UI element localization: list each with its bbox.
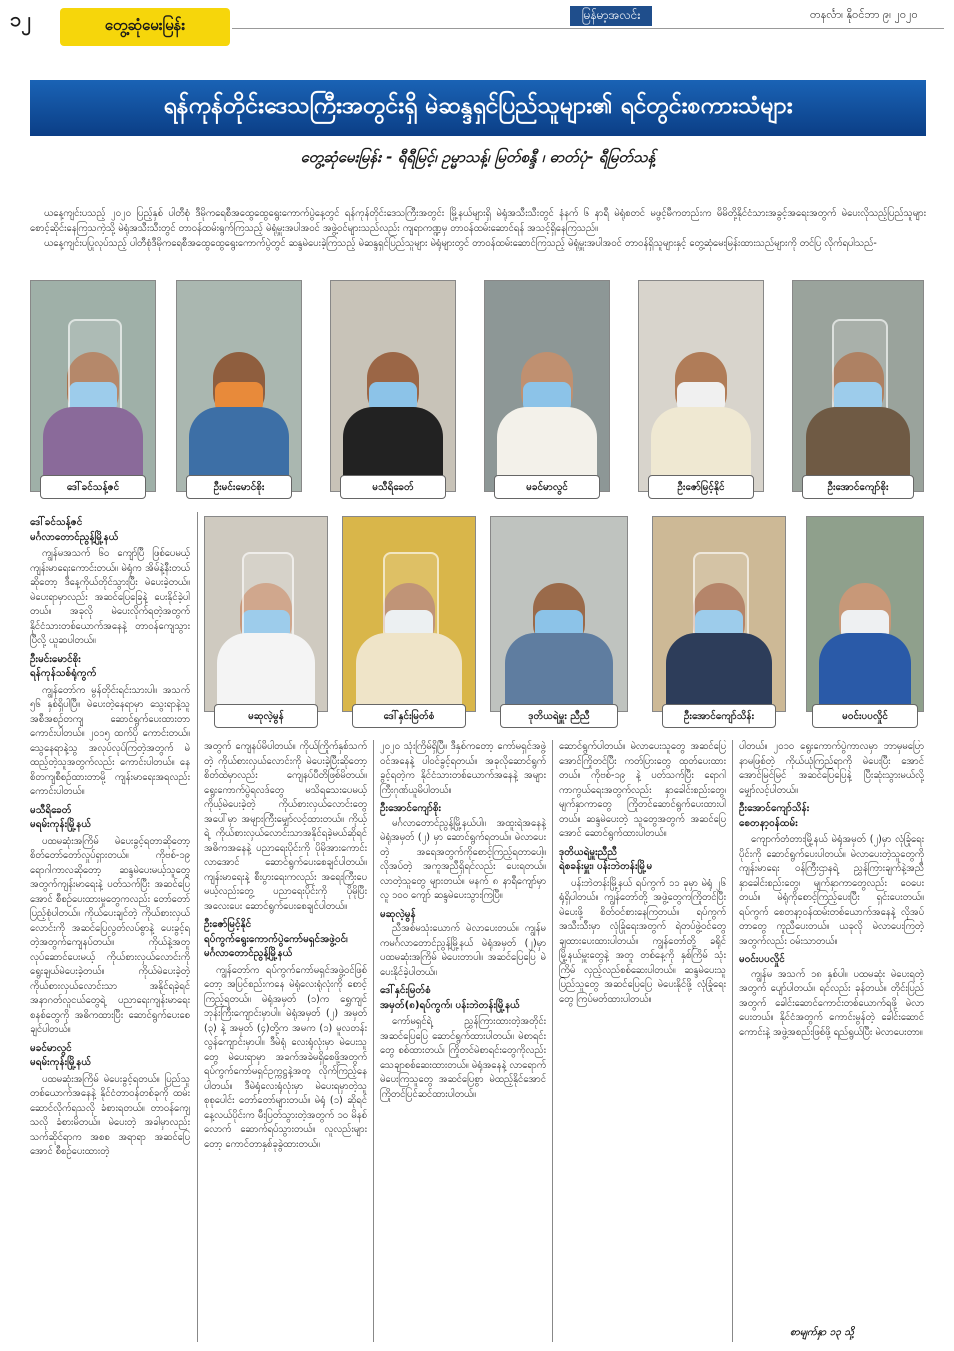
photo-caption: မခင်မာလွင်: [494, 475, 600, 499]
photo-caption: ဦးအောင်ကျော်စိုး: [802, 475, 914, 499]
interviewee-location: အမှတ်(၈)ရပ်ကွက်၊ ပန်းဘဲတန်းမြို့နယ်: [380, 999, 520, 1011]
quote-paragraph: ကော်မရှင်ရဲ့ ညွှန်ကြားထားတဲ့အတိုင်း အဆင်ပြေပြေ ဆောင်ရွက်ထားပါတယ်။ မဲစာရင်းတွေ စစ်ထားတယ်၊ ကြိုတင်မဲစာရင်းတွေကိုလည်း သေချာစစ်ဆေးထားတယ်။ မဲရုံအနေနဲ့ လာရောက်မဲပေးကြသူတွေ အဆင်ပြေစွာ မဲထည့်နိုင်အောင် ကြိုတင်ပြင်ဆင်ထားပါတယ်။: [380, 1016, 546, 1100]
photo: [638, 280, 764, 492]
photo: [490, 516, 628, 712]
intro: [30, 206, 926, 251]
photo-caption: ဦးမင်းမောင်စိုး: [186, 475, 292, 499]
column-rule: [552, 740, 553, 1342]
interviewee-name: မဝင်းပပလှိုင်: [739, 954, 785, 965]
photo-body: [505, 633, 614, 711]
quote-paragraph: ဆောင်ရွက်ပါတယ်။ မဲလာပေးသူတွေ အဆင်ပြေအောင်ကြိုတင်ပြီး ကတ်ပြားတွေ ထုတ်ပေးထားတယ်။ ကိုဗစ်-၁၉ နဲ့ ပတ်သက်ပြီး ရောဂါကာကွယ်ရေးအတွက်လည်း နှာခေါင်းစည်းတွေ၊ မျက်နှာကာတွေ ကြိုတင်ဆောင်ရွက်ပေးထားပါတယ်။ ဆန္ဒမဲပေးတဲ့ သူတွေအတွက် အဆင်ပြေအောင် ဆောင်ရွက်ထားပါတယ်။: [559, 741, 726, 839]
text-column-1: [30, 512, 190, 1342]
article-title: ရန်ကုန်တိုင်းဒေသကြီးအတွင်းရှိ မဲဆန္ဒရှင်ပြည်သူများ၏ ရင်တွင်းစကားသံများ: [30, 80, 926, 136]
text-column-5: [739, 740, 924, 1320]
quote-paragraph: ကျွန်တော်က ရပ်ကွက်ကော်မရှင်အဖွဲ့ဝင်ဖြစ်တော့ အပြင်စည်းကနေ မဲရုံလေးရုံလုံးကို စောင့်ကြည့်ရတယ်။ မဲရုံအမှတ် (၁)က ရွှေကျင်ဘုန်းကြီးကျောင်းမှာပါ။ မဲရုံအမှတ် (၂) အမှတ် (၃) နဲ့ အမှတ် (၄)တို့က အမက (၁) မူလတန်းလွန်ကျောင်းမှာပါ။ ဒီမဲရုံ လေးရုံလုံးမှာ မဲပေးသူတွေ မဲပေးရာမှာ အခက်အခဲမရှိစေဖို့အတွက် ရပ်ကွက်ကော်မရှင်ဥက္ကဋ္ဌနဲ့အတူ လိုက်ကြည့်နေပါတယ်။ ဒီမဲရုံလေးရုံလုံးမှာ မဲပေးရမှာတဲ့သူစုစုပေါင်း တော်တော်များတယ်။ မဲရုံ (၁) ဆိုရင် နေ့လယ်ပိုင်းက မီးပြတ်သွားတဲ့အတွက် ၁၀ မိနစ်လောက် ဆောက်ရပ်သွားတယ်။ လူလည်းများတော့ ကောင်တာနှစ်ခုခွဲထားတယ်။: [204, 964, 367, 1150]
column-rule: [732, 740, 733, 1342]
byline: တွေ့ဆုံမေးမြန်း - ရီရီမြင့်၊ ဥမ္မာသန့်၊ မြတ်စန္ဒီ ၊ ဓာတ်ပုံ- ရီမြတ်သန့်: [300, 148, 656, 166]
interviewee-name: မသီရိခေတ်: [30, 804, 72, 816]
text-column-3: [380, 740, 546, 1342]
interviewee-location: ရန်ကုန်သစ်ရုံကွက်: [30, 668, 97, 679]
quote-paragraph: ကျွန်မ အသက် ၁၈ နှစ်ပါ။ ပထမဆုံး မဲပေးရတဲ့အတွက် ပျော်ပါတယ်။ ရင်လည်း ခုန်တယ်။ တိုင်းပြည်အတွက် ခေါင်းဆောင်ကောင်းတစ်ယောက်ရဖို့ မဲလာပေးတယ်။ နိုင်ငံအတွက် ကောင်းမွန်တဲ့ ခေါင်းဆောင်ကောင်းနဲ့ အဖွဲ့အစည်းဖြစ်ဖို့ ရည်ရွယ်ပြီး မဲလာပေးတာ။: [739, 968, 924, 1038]
interviewee-name: မခင်မာလွင်: [30, 1042, 72, 1054]
interviewee-location: ရပ်ကွက်ရွေးကောက်ပွဲကော်မရှင်အဖွဲ့ဝင်၊ မင်္ဂလာတောင်ညွန့်မြို့နယ်: [204, 933, 348, 959]
text-column-2: [204, 740, 367, 1342]
photo: [204, 516, 328, 712]
quote-paragraph: ပထမဆုံးအကြိမ် မဲပေးခွင့်ရတာဆိုတော့ စိတ်တော်တော်လှုပ်ရှားတယ်။ ကိုဗစ်-၁၉ ရောဂါကာလဆိုတော့ ဆန္ဒမဲပေးမယ့်သူတွေအတွက်ကျန်းမာရေးနဲ့ ပတ်သက်ပြီး အဆင်ပြေအောင် စီစဉ်ပေးထားမှုတွေကလည်း တော်တော်ပြည့်စုံပါတယ်။ ကိုယ်ပေးချင်တဲ့ ကိုယ်စားလှယ်လောင်းကို အဆင်ပြေလွတ်လပ်စွာနဲ့ ပေးခွင့်ရတဲ့အတွက်ကျေနပ်တယ်။ ကိုယ်နဲ့အတူလုပ်ဆောင်ပေးမယ့် ကိုယ်စားလှယ်လောင်းကို ရွေးချယ်မဲပေးခဲ့တယ်။ ကိုယ်မဲပေးခဲ့တဲ့ ကိုယ်စားလှယ်လောင်းသာ အနိုင်ရခဲ့ရင် အနာဂတ်လူငယ်တွေရဲ့ ပညာရေးကျန်းမာရေးစနစ်တွေကို အဓိကထားပြီး ဆောင်ရွက်ပေးစေချင်ပါတယ်။: [30, 835, 190, 1035]
paper-name-badge: မြန်မာ့အလင်း: [570, 6, 652, 26]
photo-caption: ဒုတိယရဲမှူး ညီညီ: [500, 704, 618, 728]
quote-paragraph: ၂၀၂၀ သုံးကြိမ်ရှိပြီ။ ဒီနှစ်ကတော့ ကော်မရှင်အဖွဲ့ဝင်အနေနဲ့ ပါဝင်ခွင့်ရတယ်။ အခုလိုဆောင်ရွက်ခွင့်ရတဲ့က နိုင်ငံသားတစ်ယောက်အနေနဲ့ အများကြီးဂုဏ်ယူမိပါတယ်။: [380, 741, 546, 796]
quote-paragraph: မင်္ဂလာတောင်ညွန့်မြို့နယ်ပါ။ အထူးရဲအနေနဲ့ မဲရုံအမှတ် (၂) မှာ ဆောင်ရွက်ရတယ်။ မဲလာပေးတဲ့ အရေအတွက်ကိုစောင့်ကြည့်ရတာပေါ့။ လိုအပ်တဲ့ အကူအညီရှိရင်လည်း ပေးရတယ်။ လာတဲ့သူတွေ များတယ်။ မနက် ၈ နာရီကျော်မှာ လူ ၁၀၀ ကျော် ဆန္ဒမဲပေးသွားကြပြီ။: [380, 817, 546, 901]
photo-caption: မဆုလဲ့မွန်: [214, 704, 318, 728]
photo: [792, 280, 924, 492]
interviewee-location: စေတနာ့ဝန်ထမ်း: [739, 817, 798, 829]
header-rule: [232, 28, 944, 29]
interviewee-name: မဆုလဲ့မွန်: [380, 908, 416, 920]
photo-caption: ဒေါ်နှင်းမြတ်စံ: [352, 704, 466, 728]
photo-body: [819, 633, 912, 711]
quote-paragraph: ပါတယ်။ ၂၀၁၀ ရွေးကောက်ပွဲကာလမှာ ဘာမှမပြောနာမဖြစ်တဲ့ ကိုယ်ယုံကြည်ရာကို မဲပေးပြီး အောင်အောင်မြင်မြင် အဆင်ပြေပြေနဲ့ ပြီးဆုံးသွားမယ်လို့ မျှော်လင့်ပါတယ်။: [739, 741, 924, 796]
photo-caption: မဝင်းပပလှိုင်: [812, 704, 918, 728]
photo: [176, 280, 302, 492]
photo: [342, 516, 476, 712]
page-header: [0, 0, 954, 52]
quote-paragraph: ကျွန်တော်က မွန်တိုင်းရင်းသားပါ။ အသက် ၅၆ နှစ်ရှိပါပြီ။ မဲပေးတဲ့နေရာမှာ သွေးရာနဲ့သူ အစီအစဉ်တကျ ဆောင်ရွက်ပေးထားတာ ကောင်းပါတယ်။ ၂၀၁၅ ထက်ပို ကောင်းတယ်။ သွေနေရာနဲ့သွ အလုပ်လုပ်ကြတဲ့အတွက် မဲထည့်တဲ့သူအတွက်လည်း ကောင်းပါတယ်။ နေစိတကျစီစဉ်ထားတာမို့ ကျန်းမာရေးအရလည်း ကောင်းပါတယ်။: [30, 684, 190, 797]
photo-caption: ဒေါ်ခင်သန့်ဇင်: [40, 475, 146, 499]
interviewee-location: ရဲစခန်းမှူး၊ ပန်းဘဲတန်းမြို့မ: [559, 861, 653, 872]
text-column-4: [559, 740, 726, 1342]
photo-body: [666, 633, 772, 711]
photo-caption: ဦးအောင်ကျော်သိန်း: [662, 704, 776, 728]
quote-paragraph: ပထမဆုံးအကြိမ် မဲပေးခွင့်ရတယ်။ ပြည်သူတစ်ယောက်အနေနဲ့ နိုင်ငံတာဝန်တစ်ခုကို ထမ်းဆောင်လိုက်ရသလို ခံစားရတယ်။ တာဝန်ကျေသလို ခံစားမိတယ်။ မဲပေးတဲ့ အခါမှာလည်း သက်ဆိုင်ရာက အစစ အရာရာ အဆင်ပြေအောင် စီစဉ်ပေးထားတဲ့: [30, 1073, 190, 1157]
photo: [652, 516, 786, 712]
column-rule: [373, 740, 374, 1342]
interviewee-location: မရမ်းကုန်းမြို့နယ်: [30, 1057, 92, 1068]
interviewee-name: ဒုတိယရဲမှူးညီညီ: [559, 846, 617, 858]
interviewee-location: မရမ်းကုန်းမြို့နယ်: [30, 819, 92, 830]
photo: [806, 516, 924, 712]
photo: [30, 280, 156, 492]
quote-paragraph: ပန်းဘဲတန်းမြို့နယ် ရပ်ကွက် ၁၁ ခုမှာ မဲရုံ ၂၆ ရုံရှိပါတယ်။ ကျွန်တော်တို့ အဖွဲ့တွေကကြိုတင်ပြီး မဲပေးဖို့ စိတ်ဝင်စားနေကြတယ်။ ရပ်ကွက်အသီးသီးမှာ လုံခြုံရေးအတွက် ရဲတပ်ဖွဲ့ဝင်တွေချထားပေးထားပါတယ်။ ကျွန်တော်တို့ ခရိုင်မြို့နယ်မှူးတွေနဲ့ အတူ တစ်နေ့ကို နှစ်ကြိမ် သုံးကြိမ် လှည့်လည်စစ်ဆေးပါတယ်။ ဆန္ဒမဲပေးသူ ပြည်သူတွေ အဆင်ပြေပြေ မဲပေးနိုင်ဖို့ လုံခြုံရေးတွေ ကြပ်မတ်ထားပါတယ်။: [559, 877, 726, 1005]
photo-caption: ဦးဇော်မြင့်နိုင်: [648, 475, 754, 499]
quote-paragraph: ညီအစ်မသုံးယောက် မဲလာပေးတယ်။ ကျွန်မကမင်္ဂလာတောင်ညွန့်မြို့နယ် မဲရုံအမှတ် (၂)မှာ ပထမဆုံးအကြိမ် မဲပေးတာပါ။ အဆင်ပြေပြေ မဲပေးနိုင်ခဲ့ပါတယ်။: [380, 923, 546, 978]
quote-paragraph: ကျွန်မအသက် ၆၀ ကျော်ပြီ ဖြစ်ပေမယ့် ကျန်းမာရေးကောင်းတယ်။ မဲရုံက အိမ်နဲ့နီးတယ်ဆိုတော့ ဒီနေ့ကိုယ်တိုင်သွားပြီး မဲပေးခဲ့တယ်။ မဲပေးရာမှာလည်း အဆင်ပြေခြေနဲ့ ပေးနိုင်ခဲ့ပါတယ်။ အခုလို မဲပေးလိုက်ရတဲ့အတွက် နိုင်ငံသားတစ်ယောက်အနေနဲ့ တာဝန်ကျေသွားပြီလို့ ယူဆပါတယ်။: [30, 548, 190, 646]
photo-body: [356, 633, 462, 711]
interviewee-name: ဦးဇော်မြင့်နိုင်: [204, 919, 252, 930]
interviewee-name: ဒေါ်နှင်းမြတ်စံ: [380, 985, 431, 996]
photo-caption: မသီရိခေတ်: [340, 475, 446, 499]
intro-paragraph: ယနေ့ကျင်းပသည့် ၂၀၂၀ ပြည့်နှစ် ပါတီစုံ ဒီမိုကရေစီအထွေထွေရွေးကောက်ပွဲနေ့တွင် ရန်ကုန်တိုင်းဒေသကြီးအတွင်း မြို့နယ်များရှိ မဲရုံအသီးသီးတွင် နံနက် ၆ နာရီ မဲရုံစတင် မဖွင့်မီကတည်းက မိမိတို့နိုင်ငံသားအခွင့်အရေးအတွက် မဲပေးလိုသည့်ပြည်သူများ စောင့်ဆိုင်းနေကြသကဲ့သို့ မဲရုံအသီးသီးတွင် တာဝန်ထမ်းရွက်ကြသည့် မဲရုံမှူးအပါအဝင် အဖွဲ့ဝင်များသည်လည်း ကျရာကဏ္ဍမှ တာဝန်ထမ်းဆောင်ရန် အသင့်ရှိနေကြသည်။: [30, 208, 926, 234]
photo-body: [217, 633, 315, 711]
continued-note: စာမျက်နှာ ၁၃ သို့: [790, 1327, 854, 1338]
interviewee-name: ဦးမင်းမောင်စိုး: [30, 653, 81, 665]
photo: [484, 280, 610, 492]
page-number: ၁၂: [10, 7, 32, 31]
interviewee-name: ဦးအောင်ကျော်စိုး: [380, 803, 442, 814]
interviewee-name: ဒေါ်ခင်သန့်ဇင်: [30, 517, 83, 528]
section-tab: တွေ့ဆုံမေးမြန်း: [60, 8, 230, 46]
interviewee-name: ဦးအောင်ကျော်သိန်း: [739, 803, 810, 814]
intro-paragraph: ယနေ့ကျင်းပပြုလုပ်သည့် ပါတီစုံဒီမိုကရေစီအထွေထွေရွေးကောက်ပွဲတွင် ဆန္ဒမဲပေးခဲ့ကြသည့် မဲဆန္ဒရှင်ပြည်သူများ မဲရုံများတွင် တာဝန်ထမ်းဆောင်ကြသည့် မဲရုံမှူးအပါအဝင် တာဝန်ရှိသူများနှင့် တွေ့ဆုံမေးမြန်းထားသည်များကို တင်ပြ လိုက်ရပါသည်-: [44, 238, 877, 249]
column-rule: [197, 512, 198, 1342]
issue-date: တနင်္လာ၊ နိုဝင်ဘာ ၉၊ ၂၀၂၀: [810, 8, 918, 21]
interviewee-location: မင်္ဂလာတောင်ညွန့်မြို့နယ်: [30, 531, 119, 543]
quote-paragraph: ကျောက်တံတားမြို့နယ် မဲရုံအမှတ် (၂)မှာ လုံခြုံရေးပိုင်းကို ဆောင်ရွက်ပေးပါတယ်။ မဲလာပေးတဲ့သူတွေကို ကျန်းမာရေး ဝန်ကြီးဌာနရဲ့ ညွှန်ကြားချက်နဲ့အညီ နှာခေါင်းစည်းတွေ၊ မျက်နှာကာတွေလည်း ဝေပေးတယ်။ မဲရုံကိုစောင့်ကြည့်ပေးပြီး ရှင်းပေးတယ်။ ရပ်ကွက် စေတနာ့ဝန်ထမ်းတစ်ယောက်အနေနဲ့ လိုအပ်တာတွေ ကူညီပေးတယ်။ ယခုလို မဲလာပေးကြတဲ့အတွက်လည်း ဝမ်းသာတယ်။: [739, 834, 924, 947]
quote-paragraph: အတွက် ကျေနပ်မိပါတယ်။ ကိုယ်ကြိုက်နှစ်သက်တဲ့ ကိုယ်စားလှယ်လောင်းကို မဲပေးခဲ့ပြီးဆိုတော့ စိတ်ထဲမှာလည်း ကျေနပ်ပီတိဖြစ်မိတယ်။ ရွေးကောက်ပွဲရလဒ်တွေ မသိရသေးပေမယ့် ကိုယ့်မဲပေးခဲ့တဲ့ ကိုယ်စားလှယ်လောင်းတွေအပေါ်မှာ အများကြီးမျှော်လင့်ထားတယ်။ ကိုယ့်ရဲ့ ကိုယ်စားလှယ်လောင်းသာအနိုင်ရခဲ့မယ်ဆိုရင် အဓိကအနေနဲ့ ပညာရေးပိုင်းကို ပိုမိုအားကောင်းလာအောင် ဆောင်ရွက်ပေးစေချင်ပါတယ်။ ကျန်းမာရေးနဲ့ စီးပွားရေးကလည်း အရေးကြီးပေမယ့်လည်းတွေ့ ပညာရေးပိုင်းကို ပိုမိုပြီး အလေးပေး ဆောင်ရွက်ပေးစေချင်ပါတယ်။: [204, 741, 367, 912]
photo: [330, 280, 456, 492]
